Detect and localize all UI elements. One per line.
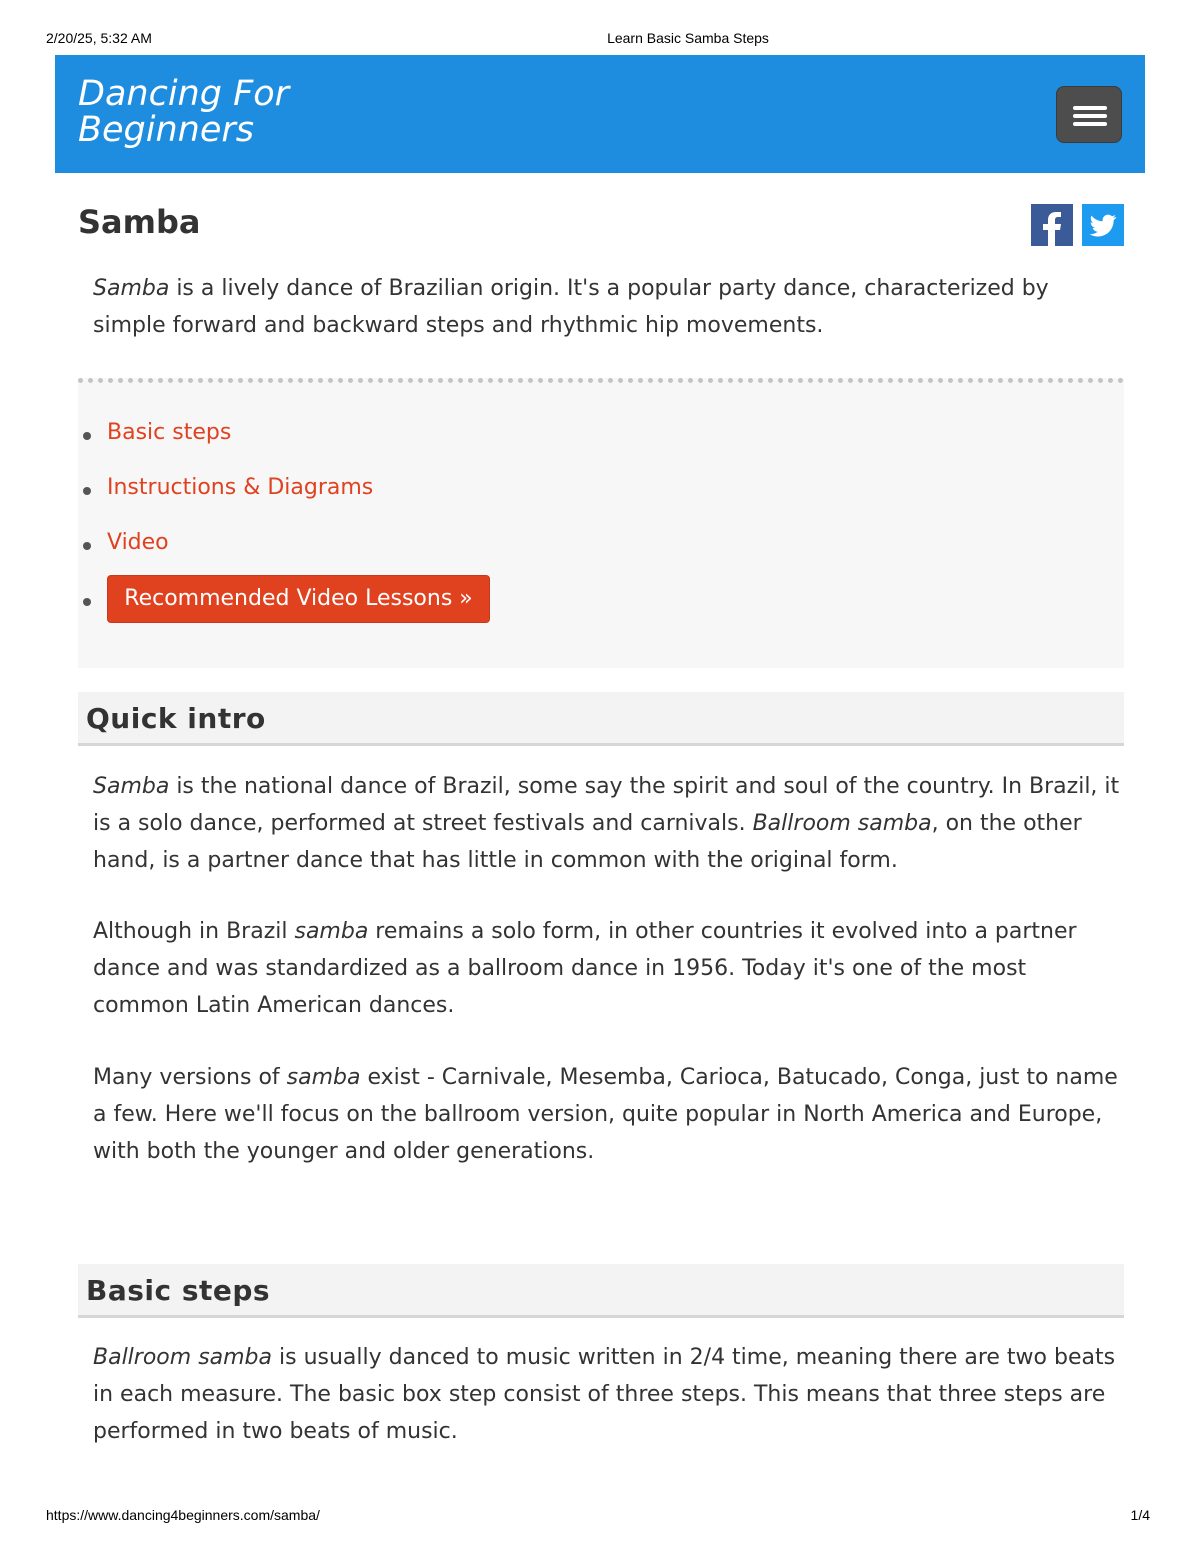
section-heading-basic-steps: [78, 1264, 1124, 1318]
print-header: [0, 30, 1200, 50]
emphasis: Ballroom samba: [93, 1345, 273, 1370]
intro-paragraph: [93, 270, 1123, 344]
section-heading-quick-intro: [78, 692, 1124, 746]
quick-intro-paragraph-1: [93, 768, 1123, 879]
intro-text: is a lively dance of Brazilian origin. It's a popular party dance, characterized by simple forward and backward steps and rhythmic hip movements.: [93, 276, 1049, 338]
text: exist - Carnivale, Mesemba, Carioca, Batucado, Conga, just to name a few. Here we'll focus on the ballroom version, quite popular in North America and Europe, with both the younger and older generations.: [93, 1065, 1118, 1164]
site-header: [55, 55, 1145, 173]
facebook-icon: [1031, 204, 1073, 246]
print-page-number: 1/4: [1130, 1507, 1150, 1523]
basic-steps-paragraph-1: [93, 1339, 1123, 1450]
intro-emphasis: Samba: [93, 276, 170, 301]
list-bullet: [83, 598, 91, 606]
emphasis: samba: [294, 919, 369, 944]
list-bullet: [83, 487, 91, 495]
list-bullet: [83, 432, 91, 440]
twitter-icon: [1082, 204, 1124, 246]
text: is the national dance of Brazil, some say the spirit and soul of the country. In Brazil, it is a solo dance, performed at street festivals and carnivals.: [93, 774, 1120, 836]
print-url: https://www.dancing4beginners.com/samba/: [46, 1507, 320, 1523]
quick-intro-title: Quick intro: [86, 702, 266, 735]
emphasis: Samba: [93, 774, 170, 799]
brand-line-1: Dancing For: [78, 74, 290, 114]
print-datetime: 2/20/25, 5:32 AM: [46, 30, 152, 46]
text: Although in Brazil: [93, 919, 295, 944]
emphasis: samba: [286, 1065, 361, 1090]
text: remains a solo form, in other countries it evolved into a partner dance and was standardized as a ballroom dance in 1956. Today it's one of the most common Latin American dances.: [93, 919, 1077, 1018]
toc-link-basic-steps[interactable]: Basic steps: [107, 420, 232, 445]
menu-button[interactable]: [1056, 86, 1122, 143]
text: is usually danced to music written in 2/4 time, meaning there are two beats in each measure. The basic box step consist of three steps. This means that three steps are performed in two beats of music.: [93, 1345, 1116, 1444]
print-doc-title: Learn Basic Samba Steps: [607, 30, 769, 46]
basic-steps-title: Basic steps: [86, 1274, 271, 1307]
facebook-share-button[interactable]: [1031, 204, 1073, 246]
brand-line-2: Beginners: [78, 110, 255, 150]
emphasis: Ballroom samba: [752, 811, 932, 836]
list-bullet: [83, 542, 91, 550]
text: Many versions of: [93, 1065, 287, 1090]
text: , on the other hand, is a partner dance that has little in common with the original form.: [93, 811, 1082, 873]
page-title: Samba: [78, 203, 201, 241]
table-of-contents: [78, 378, 1124, 668]
twitter-share-button[interactable]: [1082, 204, 1124, 246]
toc-link-video[interactable]: Video: [107, 530, 169, 555]
site-logo-link[interactable]: [78, 76, 289, 148]
print-footer: [0, 1507, 1200, 1527]
recommended-video-lessons-button[interactable]: Recommended Video Lessons »: [107, 575, 490, 623]
quick-intro-paragraph-2: [93, 913, 1123, 1024]
quick-intro-paragraph-3: [93, 1059, 1123, 1170]
toc-link-instructions[interactable]: Instructions & Diagrams: [107, 475, 374, 500]
